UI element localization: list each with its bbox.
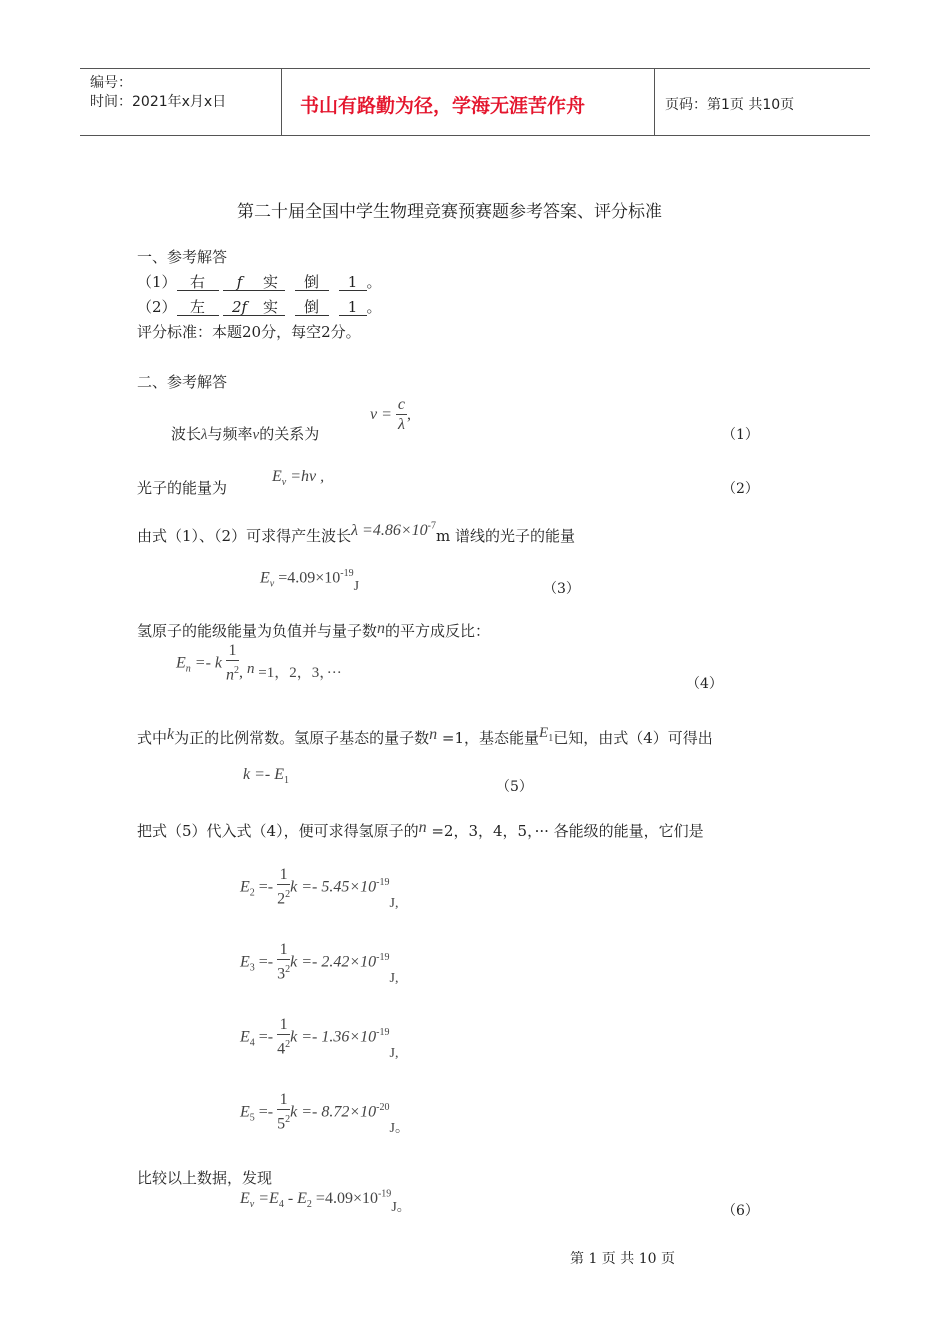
exponent: -19 xyxy=(340,568,354,579)
n-symbol: n xyxy=(429,726,438,743)
blank-answer: 倒 xyxy=(295,274,329,291)
e-symbol: E xyxy=(539,725,549,741)
eq-subscript: 4 xyxy=(249,1037,255,1049)
eq-end: , xyxy=(407,406,412,424)
eq-value: k =- 1.36×10 xyxy=(290,1028,377,1046)
text: 为正的比例常数。氢原子基态的量子数 xyxy=(174,729,430,747)
equation-number: （1） xyxy=(722,427,759,443)
eq-symbol: E xyxy=(240,1103,250,1121)
header-top-rule xyxy=(80,68,870,69)
text: 与频率 xyxy=(207,425,253,443)
unit: J。 xyxy=(389,1121,409,1137)
equation-1 xyxy=(370,396,411,435)
unit: J xyxy=(353,579,360,595)
text: =2，3，4，5，··· 各能级的能量，它们是 xyxy=(426,822,704,840)
eq-pre: =- xyxy=(254,953,274,971)
eq-mid: =- k xyxy=(190,654,223,672)
subscript: 1 xyxy=(548,733,554,744)
lambda-symbol: λ xyxy=(201,427,208,443)
eq-tail: =1，2，3，··· xyxy=(254,665,342,682)
header-motto: 书山有路勤为径，学海无涯苦作舟 xyxy=(300,95,586,117)
energy-level-e3 xyxy=(240,941,399,987)
wavelength-value: λ =4.86×10 xyxy=(351,522,428,539)
eq-subscript: ν xyxy=(269,578,275,590)
n-symbol: n xyxy=(418,819,427,836)
text: 式中 xyxy=(137,729,168,747)
blank-answer: 左 xyxy=(177,299,219,316)
exponent: -20 xyxy=(376,1102,390,1114)
eq-symbol: E xyxy=(240,1028,250,1046)
unit: J, xyxy=(389,971,399,987)
paragraph-energy-levels xyxy=(137,620,490,641)
numerator: c xyxy=(397,396,406,413)
fraction xyxy=(277,1016,290,1059)
exponent: -19 xyxy=(376,1027,390,1039)
eq-value: k =- 2.42×10 xyxy=(290,953,377,971)
eq-symbol: E xyxy=(240,953,250,971)
eq-symbol: E xyxy=(260,569,270,587)
blank-answer: 右 xyxy=(177,274,219,291)
header-bottom-rule xyxy=(80,135,870,136)
equation-number: （6） xyxy=(722,1203,759,1219)
eq-symbol: E xyxy=(176,654,186,672)
eq-subscript: ν xyxy=(249,1199,255,1211)
serial-label: 编号： xyxy=(90,75,132,91)
fraction xyxy=(226,642,239,685)
numerator: 1 xyxy=(277,866,290,885)
equation-4 xyxy=(176,642,342,685)
exponent: -19 xyxy=(376,952,390,964)
exponent: 2 xyxy=(285,1114,291,1125)
denominator: 2 xyxy=(277,890,286,908)
eq-body: k =- E xyxy=(243,766,284,783)
eq-subscript: 4 xyxy=(278,1199,284,1211)
energy-level-e2 xyxy=(240,866,399,912)
n-symbol: n xyxy=(247,661,255,678)
equation-2 xyxy=(272,468,324,488)
eq-value: =4.09×10 xyxy=(311,1190,378,1207)
text: 把式（5）代入式（4），便可求得氢原子的 xyxy=(137,822,419,840)
exponent: 2 xyxy=(285,889,291,900)
eq-subscript: 2 xyxy=(306,1199,312,1211)
comma: , xyxy=(239,664,244,682)
blank-answer: 实 xyxy=(257,299,285,316)
exponent: -7 xyxy=(427,520,436,532)
equation-number: （5） xyxy=(496,779,533,795)
eq-lhs: ν = xyxy=(370,406,392,424)
eq-symbol: E xyxy=(240,878,250,896)
fraction xyxy=(396,396,407,435)
document-title: 第二十届全国中学生物理竞赛预赛题参考答案、评分标准 xyxy=(237,202,662,222)
text: 氢原子的能级能量为负值并与量子数 xyxy=(137,622,378,640)
equation-number: （2） xyxy=(722,481,759,497)
eq-symbol: E xyxy=(240,1190,250,1207)
unit: J。 xyxy=(391,1200,411,1215)
equation-number: （3） xyxy=(543,581,580,597)
section1-heading: 一、参考解答 xyxy=(137,248,228,266)
eq-symbol: E xyxy=(272,468,282,485)
text: 的平方成反比： xyxy=(385,622,491,640)
equation-6 xyxy=(240,1188,411,1215)
blank-answer: 实 xyxy=(257,274,285,291)
answer-prefix: （2） xyxy=(137,298,177,316)
denominator: n xyxy=(226,666,235,684)
answer-line-2 xyxy=(137,296,382,317)
header-divider xyxy=(654,68,655,135)
blank-answer: 1 xyxy=(339,274,367,291)
denominator: 4 xyxy=(277,1040,286,1058)
denominator: λ xyxy=(397,416,405,433)
answer-end: 。 xyxy=(366,273,382,291)
exponent: -19 xyxy=(377,1188,392,1200)
nu-symbol: ν xyxy=(252,427,260,443)
text: 的关系为 xyxy=(259,425,320,443)
eq-rhs: =4.09×10 xyxy=(274,569,341,587)
scoring-standard: 评分标准：本题20分，每空2分。 xyxy=(137,323,361,341)
energy-level-e4 xyxy=(240,1016,399,1062)
eq-value: k =- 8.72×10 xyxy=(290,1103,377,1121)
exponent: 2 xyxy=(285,1039,291,1050)
numerator: 1 xyxy=(277,1016,290,1035)
section2-heading: 二、参考解答 xyxy=(137,373,228,391)
numerator: 1 xyxy=(277,1091,290,1110)
page-footer: 第 1 页 共 10 页 xyxy=(570,1251,675,1267)
header-divider xyxy=(281,68,282,135)
page-code: 页码：第1页 共10页 xyxy=(665,97,795,113)
eq-pre: =- xyxy=(254,1103,274,1121)
eq-subscript: 1 xyxy=(284,775,289,787)
equation-3 xyxy=(260,568,360,595)
exponent: -19 xyxy=(376,877,390,889)
eq-pre: =- xyxy=(254,878,274,896)
eq-subscript: 2 xyxy=(249,887,255,899)
paragraph-photon-energy: 光子的能量为 xyxy=(137,479,228,497)
eq-subscript: 5 xyxy=(249,1112,255,1124)
text: 由式（1）、（2）可求得产生波长 xyxy=(137,527,352,545)
blank-answer: f xyxy=(223,274,257,291)
unit: J, xyxy=(389,1046,399,1062)
n-symbol: n xyxy=(377,620,386,637)
blank-answer: 2f xyxy=(223,299,257,316)
equation-number: （4） xyxy=(686,676,723,692)
exponent: 2 xyxy=(234,665,240,676)
eq-subscript: 3 xyxy=(249,962,255,974)
eq-pre: =- xyxy=(254,1028,274,1046)
denominator: 5 xyxy=(277,1115,286,1133)
blank-answer: 1 xyxy=(339,299,367,316)
time-label: 时间：2021年x月x日 xyxy=(90,94,227,110)
text: =1，基态能量 xyxy=(437,729,540,747)
exponent: 2 xyxy=(285,964,291,975)
denominator: 3 xyxy=(277,965,286,983)
eq-subscript: ν xyxy=(281,477,287,489)
eq-value: k =- 5.45×10 xyxy=(290,878,377,896)
energy-level-e5 xyxy=(240,1091,409,1137)
numerator: 1 xyxy=(277,941,290,960)
answer-line-1 xyxy=(137,271,382,292)
eq-symbol: =E xyxy=(254,1190,279,1207)
answer-end: 。 xyxy=(366,298,382,316)
paragraph-wavelength xyxy=(171,423,319,444)
unit: J, xyxy=(389,896,399,912)
equation-5 xyxy=(243,766,289,786)
eq-symbol: - E xyxy=(283,1190,307,1207)
blank-answer: 倒 xyxy=(295,299,329,316)
paragraph-derivation xyxy=(137,520,575,546)
eq-subscript: n xyxy=(185,663,191,675)
eq-rhs: =hν , xyxy=(286,468,325,485)
k-symbol: k xyxy=(167,726,175,743)
fraction xyxy=(277,941,290,984)
numerator: 1 xyxy=(226,642,239,661)
text: m 谱线的光子的能量 xyxy=(435,527,575,545)
paragraph-comparison: 比较以上数据，发现 xyxy=(137,1169,273,1187)
paragraph-constant-k xyxy=(137,727,713,750)
answer-prefix: （1） xyxy=(137,273,177,291)
fraction xyxy=(277,1091,290,1134)
fraction xyxy=(277,866,290,909)
text: 已知，由式（4）可得出 xyxy=(553,729,713,747)
paragraph-substitution xyxy=(137,820,704,841)
text: 波长 xyxy=(171,425,202,443)
